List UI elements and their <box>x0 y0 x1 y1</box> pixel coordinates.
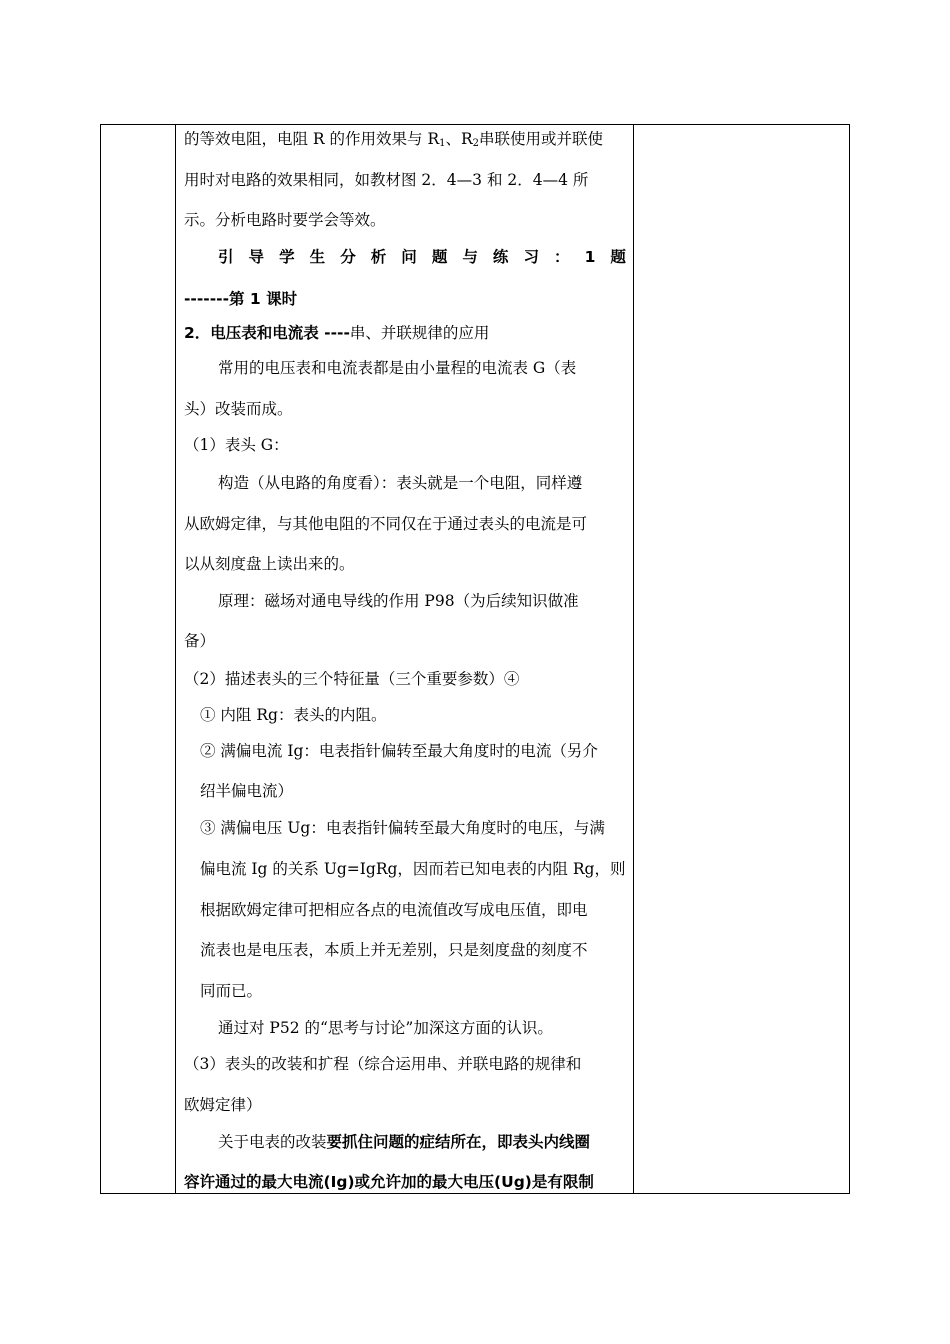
section-heading: 2．电压表和电流表 ----串、并联规律的应用 <box>184 324 490 342</box>
text-line: （3）表头的改装和扩程（综合运用串、并联电路的规律和 <box>184 1055 582 1073</box>
text-line: 关于电表的改装要抓住问题的症结所在，即表头内线圈 <box>218 1133 591 1151</box>
text-line: 偏电流 Ig 的关系 Ug=IgRg，因而若已知电表的内阻 Rg，则 <box>200 860 626 878</box>
list-item: ② 满偏电流 Ig：电表指针偏转至最大角度时的电流（另介 <box>200 742 598 760</box>
text-line: 的等效电阻，电阻 R 的作用效果与 $R_1$、$R_2$串联使用或并联使 <box>184 130 604 149</box>
text-line: 以从刻度盘上读出来的。 <box>184 555 355 573</box>
text-line: 容许通过的最大电流(Ig)或允许加的最大电压(Ug)是有限制 <box>184 1173 594 1191</box>
text-line: 示。分析电路时要学会等效。 <box>184 211 386 229</box>
column-divider-right <box>633 125 634 1193</box>
text-line: （1）表头 G： <box>184 436 289 454</box>
text-line: 欧姆定律） <box>184 1096 262 1114</box>
text-line: 构造（从电路的角度看）：表头就是一个电阻，同样遵 <box>218 474 583 492</box>
text-line: 通过对 P52 的“思考与讨论”加深这方面的认识。 <box>218 1019 553 1037</box>
text-line: 原理：磁场对通电导线的作用 P98（为后续知识做准 <box>218 592 579 610</box>
text-line: 常用的电压表和电流表都是由小量程的电流表 G（表 <box>218 359 577 377</box>
text-line: 从欧姆定律，与其他电阻的不同仅在于通过表头的电流是可 <box>184 515 588 533</box>
text-line: 同而已。 <box>200 982 263 1000</box>
list-item: ① 内阻 Rg：表头的内阻。 <box>200 706 387 724</box>
text-line: 根据欧姆定律可把相应各点的电流值改写成电压值，即电 <box>200 901 588 919</box>
text-line: 头）改装而成。 <box>184 400 293 418</box>
text-line: 备） <box>184 632 216 650</box>
text-line: 流表也是电压表，本质上并无差别，只是刻度盘的刻度不 <box>200 941 588 959</box>
text-line: 用时对电路的效果相同，如教材图 2．4—3 和 2．4—4 所 <box>184 171 589 189</box>
list-item: ③ 满偏电压 Ug：电表指针偏转至最大角度时的电压，与满 <box>200 819 605 837</box>
lesson-period: -------第 1 课时 <box>184 290 298 308</box>
text-line: 绍半偏电流） <box>200 782 294 800</box>
column-divider-left <box>175 125 176 1193</box>
text-line: （2）描述表头的三个特征量（三个重要参数）④ <box>184 670 520 688</box>
exercise-heading: 引 导 学 生 分 析 问 题 与 练 习 ： 1 题 <box>218 248 626 266</box>
